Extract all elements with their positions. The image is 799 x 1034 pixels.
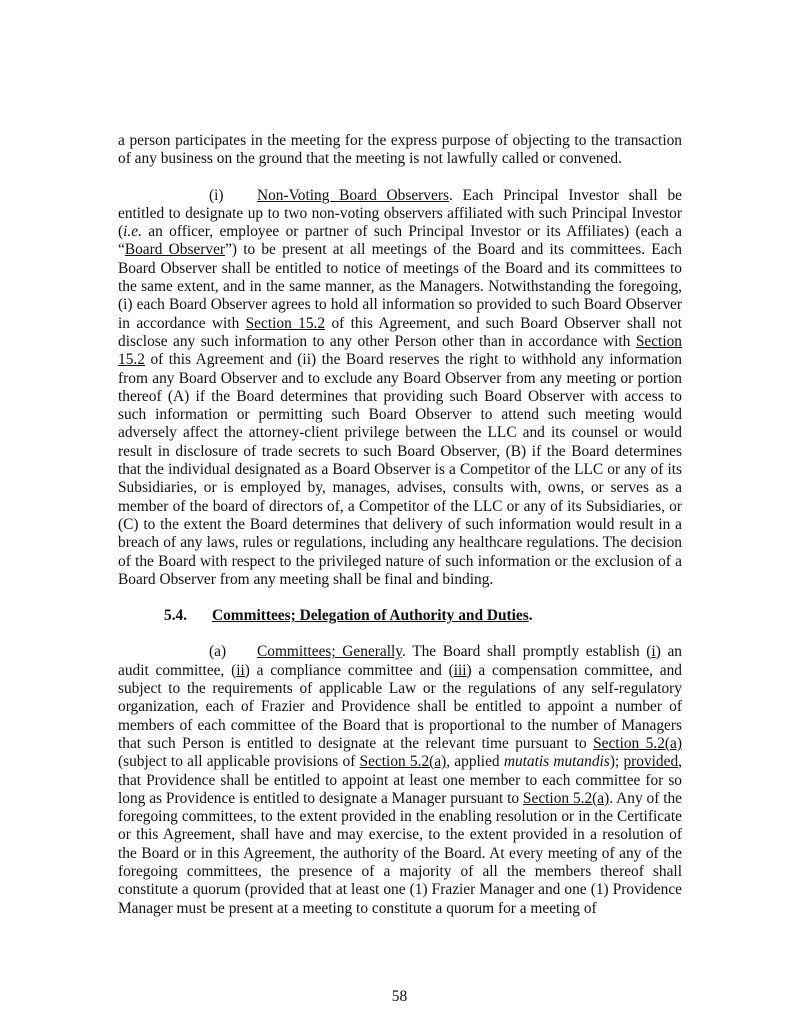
paragraph-a-text: , applied	[446, 753, 504, 771]
section-heading	[164, 607, 682, 625]
paragraph-a-text: (subject to all applicable provisions of	[118, 753, 360, 771]
latin-phrase: mutatis mutandis	[503, 753, 610, 771]
paragraph-i-text: of this Agreement and (ii) the Board reserves the right to withhold any information from any Board Observer and to exclude any Board Observer from any meeting or portion thereof (A) if the Board determines that providing such Board Observer with access to such information or permitting such Board Observer to attend such meeting would adversely affect the attorney-client privilege between the LLC and its counsel or would result in disclosure of trade secrets to such Board Observer, (B) if the Board determines that the individual designated as a Board Observer is a Competitor of the LLC or any of its Subsidiaries, or is employed by, manages, advises, consults with, owns, or serves as a member of the board of directors of, a Competitor of the LLC or any of its Subsidiaries, or (C) to the extent the Board determines that delivery of such information would result in a breach of any laws, rules or regulations, including any healthcare regulations. The decision of the Board with respect to the privileged nature of such information or the exclusion of a Board Observer from any meeting shall be final and binding.	[118, 351, 682, 588]
provided-term: provided	[623, 753, 679, 771]
paragraph-i	[118, 187, 682, 590]
section-title: Committees; Delegation of Authority and Duties	[212, 607, 529, 625]
enumerator: ii	[236, 661, 245, 679]
paragraph-i-text: . Each Principal Investor shall be entitled to designate up to two non-voting observers affiliated with such Principal Investor (	[118, 186, 682, 241]
paragraph-i-text: of this Agreement, and such Board Observer shall not disclose any such information to any other Person other than in accordance with	[118, 314, 682, 350]
section-reference: Section 15.2	[245, 314, 326, 332]
continuation-text: a person participates in the meeting for the express purpose of objecting to the transaction of any business on the ground that the meeting is not lawfully called or convened.	[118, 132, 682, 168]
enumerator: i	[651, 643, 656, 661]
continuation-paragraph	[118, 132, 682, 169]
paragraph-a-text: , that Providence shall be entitled to appoint at least one member to each committee for so long as Providence is entitled to designate a Manager pursuant to	[118, 753, 683, 807]
paragraph-a-text: ) an audit committee, (	[118, 643, 682, 679]
paragraph-a-text: . The Board shall promptly establish (	[401, 643, 652, 661]
paragraph-i-heading: Non-Voting Board Observers	[257, 186, 449, 204]
section-number: 5.4.	[164, 607, 188, 625]
paragraph-i-text: an officer, employee or partner of such Principal Investor or its Affiliates) (each a “	[118, 223, 682, 259]
paragraph-i-label: (i)	[209, 186, 224, 204]
section-reference: Section 5.2(a)	[593, 734, 682, 752]
ie-abbreviation: i.e.	[123, 223, 142, 241]
defined-term-board-observer: Board Observer	[124, 241, 226, 259]
section-reference: Section 5.2(a)	[359, 753, 447, 771]
paragraph-a	[118, 643, 682, 917]
paragraph-a-text: );	[609, 753, 624, 771]
enumerator: iii	[453, 661, 467, 679]
paragraph-a-text: ) a compliance committee and (	[244, 661, 454, 679]
section-reference: Section 15.2	[118, 332, 682, 369]
paragraph-a-label: (a)	[209, 643, 227, 661]
page-number: 58	[391, 988, 408, 1005]
paragraph-a-text: ) a compensation committee, and subject to the requirements of applicable Law or the regulations of any self-regulatory organization, each of Frazier and Providence shall be entitled to appoint a number of members of each committee of the Board that is proportional to the number of Managers that such Person is entitled to designate at the relevant time pursuant to	[118, 661, 682, 752]
paragraph-a-text: . Any of the foregoing committees, to the extent provided in the enabling resolution or in the Certificate or this Agreement, shall have and may exercise, to the extent provided in a resolution of the Board or in this Agreement, the authority of the Board. At every meeting of any of the foregoing committees, the presence of a majority of all the members thereof shall constitute a quorum (provided that at least one (1) Frazier Manager and one (1) Providence Manager must be present at a meeting to constitute a quorum for a meeting of	[118, 789, 682, 917]
document-body	[118, 132, 682, 936]
section-title-period: .	[528, 607, 533, 625]
paragraph-i-text: ”) to be present at all meetings of the Board and its committees. Each Board Observer shall be entitled to notice of meetings of the Board and its committees to the same extent, and in the same manner, as the Managers. Notwithstanding the foregoing, (i) each Board Observer agrees to hold all information so provided to such Board Observer in accordance with	[118, 241, 682, 332]
paragraph-a-heading: Committees; Generally	[257, 643, 402, 661]
section-reference: Section 5.2(a)	[522, 789, 610, 807]
